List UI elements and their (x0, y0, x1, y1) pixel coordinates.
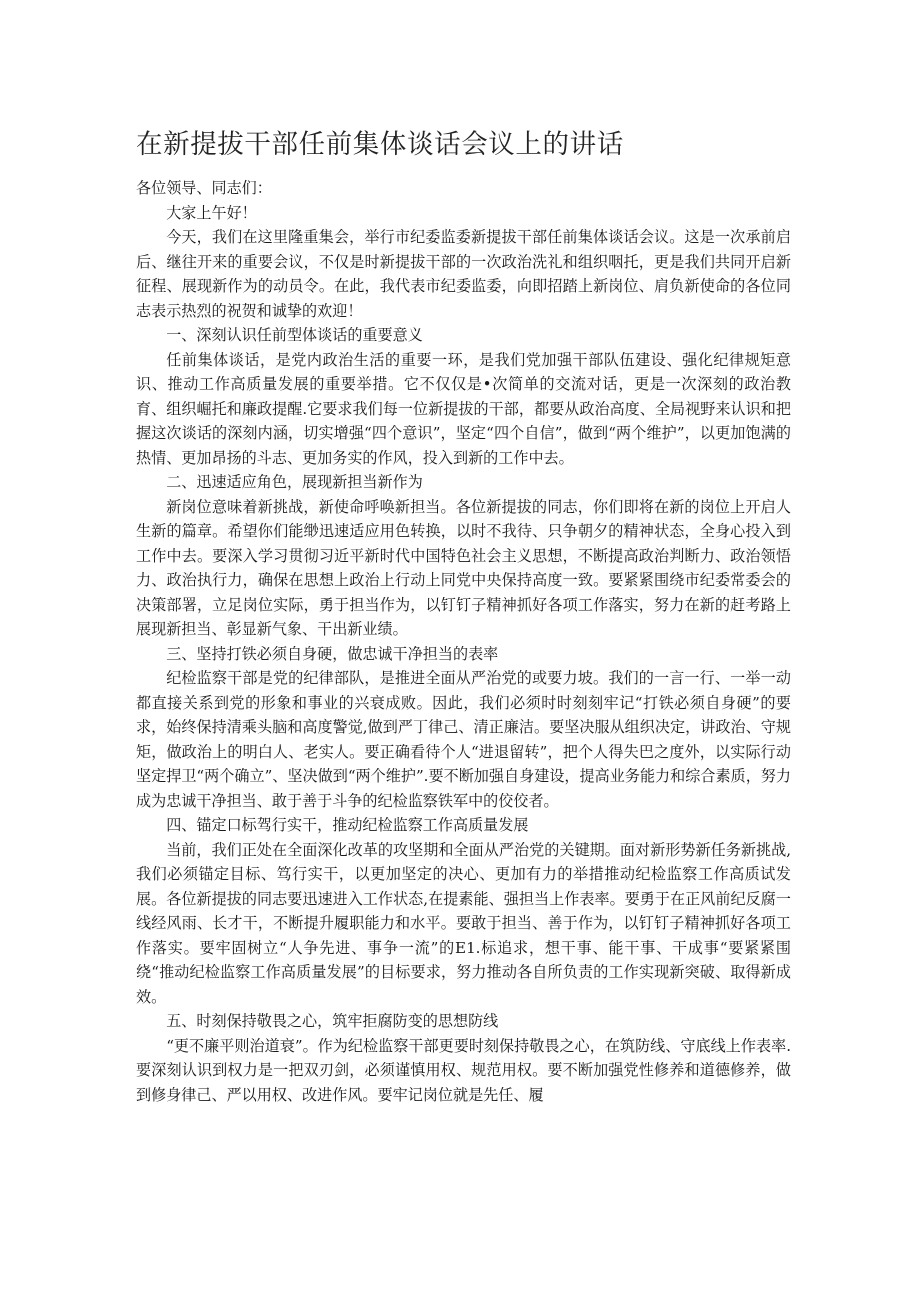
document-title: 在新提拔干部任前集体谈话会议上的讲话 (136, 129, 624, 160)
paragraph-3: 纪检监察干部是党的纪律部队，是推进全面从严治党的或要力坡。我们的一言一行、一举一动都直接关系到党的形象和事业的兴衰成败。因此，我们必须时时刻刻牢记“打铁必须自身硬”的要求，始终保持清乘头脑和高度警觉,做到严丁律己、清正廉洁。要坚决服从组织决定，讲政治、守规矩，做政治上的明白人、老实人。要正确看待个人“进退留转”，把个人得失巴之度外，以实际行动坚定捍卫“两个确立”、坚决做到“两个维护”.要不断加强自身建设，提高业务能力和综合素质，努力成为忠诚干净担当、敢于善于斗争的纪检监察铁军中的佼佼者。 (136, 669, 791, 810)
section-heading-3: 三、坚持打铁必须自身硬，做忠诚干净担当的表率 (166, 644, 499, 663)
greeting: 大家上午好！ (166, 203, 257, 222)
section-heading-4: 四、锚定口标驾行实干，推动纪检监察工作高质量发展 (166, 816, 529, 834)
paragraph-1: 任前集体谈话，是党内政治生活的重要一环，是我们党加强干部队伍建设、强化纪律规矩意识、推动工作高质量发展的重要举措。它不仅仅是•次简单的交流对话，更是一次深刻的政治教育、组织崛托和廉政提醒.它要求我们每一位新提拔的干部，都要从政治高度、全局视野来认识和把握这次谈话的深刻内涵，切实增强“四个意识”，坚定“四个自信”，做到“两个维护”，以更加饱满的热情、更加昂扬的斗志、更加务实的作风，投入到新的工作中去。 (136, 350, 791, 467)
paragraph-5: “更不廉平则治道衰”。作为纪检监察干部更要时刻保持敬畏之心，在筑防线、守底线上作表率.要深刻认识到权力是一把双刃剑，必须谨慎用权、规范用权。要不断加强党性修养和道德修养，做到修身律己、严以用权、改进作风。要牢记岗位就是先任、履 (136, 1036, 791, 1104)
section-heading-2: 二、迅速适应角色，展现新担当新作为 (166, 473, 423, 491)
paragraph-intro: 今天，我们在这里隆重集会，举行市纪委监委新提拔干部任前集体谈话会议。这是一次承前启后、继往开来的重要会议，不仅是时新提拔干部的一次政治洗礼和组织咽托，更是我们共同开启新征程、展现新作为的动员令。在此，我代表市纪委监委，向即招踏上新岗位、肩负新使命的各位同志表示热烈的祝贺和诚挚的欢迎！ (136, 228, 791, 320)
document-body (136, 176, 791, 1107)
salutation: 各位领导、同志们： (136, 179, 272, 197)
section-heading-5: 五、时刻保持敬畏之心，筑牢拒腐防变的思想防线 (166, 1012, 499, 1030)
paragraph-2: 新岗位意味着新挑战，新使命呼唤新担当。各位新提拔的同志，你们即将在新的岗位上开启人生新的篇章。希望你们能缈迅速适应用色转换，以时不我待、只争朝夕的精神状态，全身心投入到工作中去。要深入学习贯彻习近平新时代中国特色社会主义思想，不断提高政治判断力、政治领悟力、政治执行力，确保在思想上政治上行动上同党中央保持高度一致。要紧紧围绕市纪委常委会的决策部署，立足岗位实际，勇于担当作为，以钉钉子精神抓好各项工作落实，努力在新的赶考路上展现新担当、彰显新气象、干出新业绩。 (136, 497, 791, 638)
paragraph-4: 当前，我们正处在全面深化改革的攻坚期和全面从严治党的关键期。面对新形势新任务新挑战,我们必须锚定目标、笃行实干，以更加坚定的决心、更加有力的举措推动纪检监察工作高质试发展。各位新提拔的同志要迅速进入工作状态,在提素能、强担当上作表率。要勇于在正风前纪反腐一线经风雨、长才干，不断提升履职能力和水平。要敢于担当、善于作为，以钉钉子精神抓好各项工作落实。要牢固树立“人争先进、事争一流”的E1.标追求，想干事、能干事、干成事“要紧紧围绕“推动纪检监察工作高质量发展”的目标要求，努力推动各自所负责的工作实现新突破、取得新成效。 (136, 840, 791, 1006)
section-heading-1: 一、深刻认识任前型体谈话的重要意义 (166, 326, 423, 344)
